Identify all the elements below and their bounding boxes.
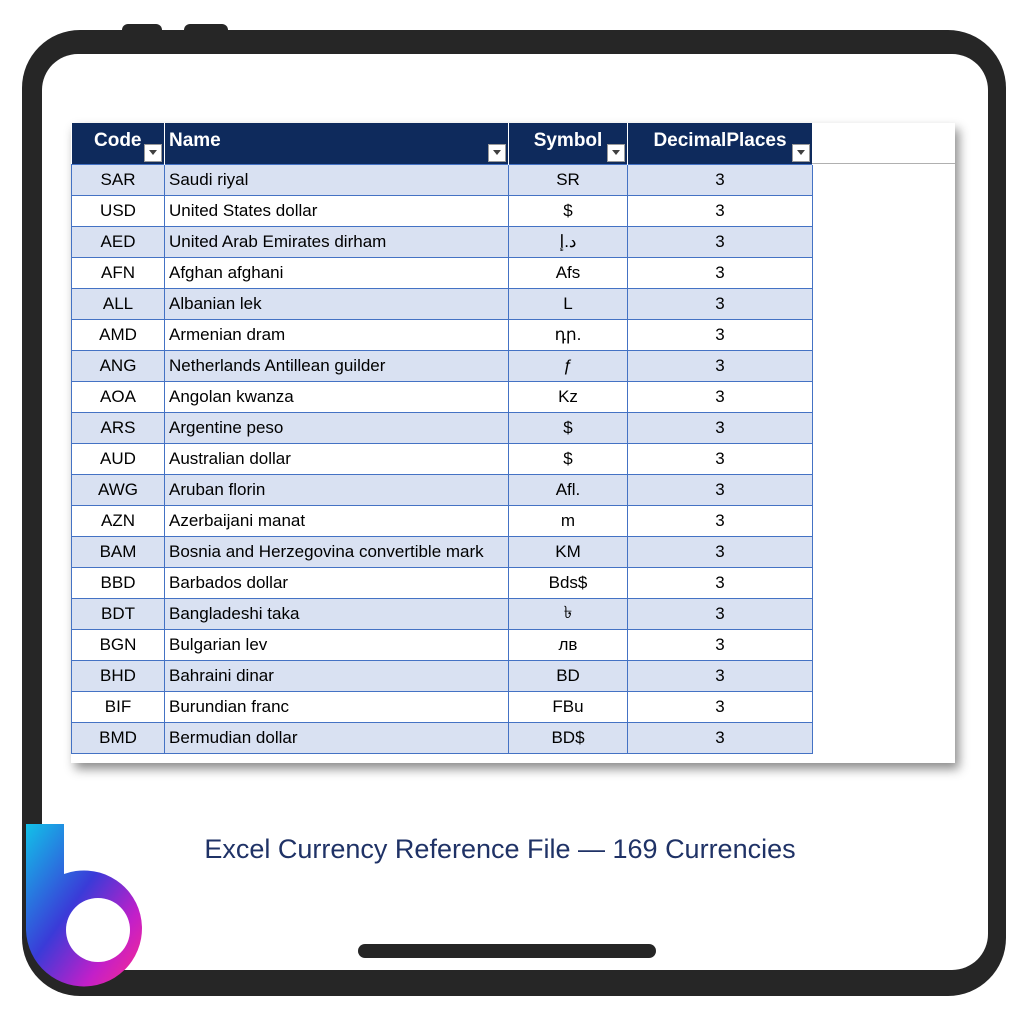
cell-code[interactable]: BHD	[72, 660, 165, 691]
cell-symbol[interactable]: Afl.	[509, 474, 628, 505]
cell-code[interactable]: BAM	[72, 536, 165, 567]
empty-header-area	[812, 123, 955, 164]
cell-code[interactable]: AZN	[72, 505, 165, 536]
chevron-down-icon	[797, 150, 805, 155]
cell-decimal-places[interactable]: 3	[628, 319, 813, 350]
cell-decimal-places[interactable]: 3	[628, 257, 813, 288]
cell-name[interactable]: Aruban florin	[165, 474, 509, 505]
filter-dropdown-button[interactable]	[607, 144, 625, 162]
cell-name[interactable]: Bosnia and Herzegovina convertible mark	[165, 536, 509, 567]
cell-symbol[interactable]: SR	[509, 164, 628, 195]
table-row	[72, 164, 813, 195]
cell-name[interactable]: Barbados dollar	[165, 567, 509, 598]
cell-name[interactable]: United States dollar	[165, 195, 509, 226]
cell-code[interactable]: AMD	[72, 319, 165, 350]
cell-decimal-places[interactable]: 3	[628, 412, 813, 443]
column-header-name[interactable]	[165, 123, 509, 164]
cell-decimal-places[interactable]: 3	[628, 722, 813, 753]
cell-code[interactable]: ALL	[72, 288, 165, 319]
cell-decimal-places[interactable]: 3	[628, 164, 813, 195]
cell-code[interactable]: SAR	[72, 164, 165, 195]
device-side-button	[122, 24, 162, 38]
header-label: DecimalPlaces	[653, 130, 787, 152]
home-indicator	[358, 944, 656, 958]
filter-dropdown-button[interactable]	[488, 144, 506, 162]
table-row	[72, 350, 813, 381]
cell-code[interactable]: BDT	[72, 598, 165, 629]
header-label: Symbol	[533, 130, 603, 152]
table-row	[72, 412, 813, 443]
cell-symbol[interactable]: د.إ	[509, 226, 628, 257]
cell-name[interactable]: Australian dollar	[165, 443, 509, 474]
column-header-symbol[interactable]	[509, 123, 628, 164]
table-row	[72, 381, 813, 412]
table-row	[72, 474, 813, 505]
table-row	[72, 505, 813, 536]
cell-symbol[interactable]: Bds$	[509, 567, 628, 598]
cell-code[interactable]: ANG	[72, 350, 165, 381]
cell-code[interactable]: BBD	[72, 567, 165, 598]
cell-decimal-places[interactable]: 3	[628, 381, 813, 412]
cell-symbol[interactable]: $	[509, 195, 628, 226]
cell-name[interactable]: Bermudian dollar	[165, 722, 509, 753]
cell-name[interactable]: Burundian franc	[165, 691, 509, 722]
cell-symbol[interactable]: Kz	[509, 381, 628, 412]
cell-decimal-places[interactable]: 3	[628, 474, 813, 505]
table-row	[72, 443, 813, 474]
cell-symbol[interactable]: FBu	[509, 691, 628, 722]
table-row	[72, 257, 813, 288]
cell-decimal-places[interactable]: 3	[628, 629, 813, 660]
cell-code[interactable]: AOA	[72, 381, 165, 412]
table-row	[72, 319, 813, 350]
cell-code[interactable]: BIF	[72, 691, 165, 722]
table-row	[72, 722, 813, 753]
cell-name[interactable]: Azerbaijani manat	[165, 505, 509, 536]
cell-decimal-places[interactable]: 3	[628, 195, 813, 226]
cell-symbol[interactable]: лв	[509, 629, 628, 660]
cell-decimal-places[interactable]: 3	[628, 226, 813, 257]
cell-symbol[interactable]: m	[509, 505, 628, 536]
table-row	[72, 195, 813, 226]
cell-name[interactable]: Angolan kwanza	[165, 381, 509, 412]
chevron-down-icon	[493, 150, 501, 155]
cell-name[interactable]: Bahraini dinar	[165, 660, 509, 691]
cell-decimal-places[interactable]: 3	[628, 536, 813, 567]
cell-name[interactable]: Saudi riyal	[165, 164, 509, 195]
spreadsheet	[71, 123, 955, 763]
cell-name[interactable]: United Arab Emirates dirham	[165, 226, 509, 257]
cell-name[interactable]: Argentine peso	[165, 412, 509, 443]
column-header-code[interactable]	[72, 123, 165, 164]
header-label: Name	[169, 130, 221, 152]
cell-code[interactable]: BGN	[72, 629, 165, 660]
cell-symbol[interactable]: ƒ	[509, 350, 628, 381]
cell-decimal-places[interactable]: 3	[628, 567, 813, 598]
cell-decimal-places[interactable]: 3	[628, 660, 813, 691]
device-side-button	[184, 24, 228, 38]
caption: Excel Currency Reference File — 169 Currencies	[204, 834, 796, 864]
cell-symbol[interactable]: L	[509, 288, 628, 319]
cell-code[interactable]: BMD	[72, 722, 165, 753]
chevron-down-icon	[612, 150, 620, 155]
cell-symbol[interactable]: ৳	[509, 598, 628, 629]
chevron-down-icon	[149, 150, 157, 155]
cell-name[interactable]: Armenian dram	[165, 319, 509, 350]
column-header-decimal-places[interactable]	[628, 123, 813, 164]
cell-name[interactable]: Bangladeshi taka	[165, 598, 509, 629]
table-row	[72, 629, 813, 660]
cell-code[interactable]: AWG	[72, 474, 165, 505]
brand-logo-icon	[24, 822, 146, 990]
cell-code[interactable]: AFN	[72, 257, 165, 288]
table-row	[72, 567, 813, 598]
cell-symbol[interactable]: KM	[509, 536, 628, 567]
cell-code[interactable]: AUD	[72, 443, 165, 474]
table-row	[72, 691, 813, 722]
currency-table	[71, 123, 813, 754]
cell-decimal-places[interactable]: 3	[628, 598, 813, 629]
cell-name[interactable]: Bulgarian lev	[165, 629, 509, 660]
cell-code[interactable]: ARS	[72, 412, 165, 443]
table-row	[72, 536, 813, 567]
cell-decimal-places[interactable]: 3	[628, 505, 813, 536]
table-row	[72, 598, 813, 629]
cell-name[interactable]: Afghan afghani	[165, 257, 509, 288]
cell-code[interactable]: AED	[72, 226, 165, 257]
cell-symbol[interactable]: դր.	[509, 319, 628, 350]
cell-symbol[interactable]: $	[509, 443, 628, 474]
table-row	[72, 660, 813, 691]
cell-name[interactable]: Albanian lek	[165, 288, 509, 319]
cell-symbol[interactable]: BD$	[509, 722, 628, 753]
cell-name[interactable]: Netherlands Antillean guilder	[165, 350, 509, 381]
cell-decimal-places[interactable]: 3	[628, 691, 813, 722]
cell-decimal-places[interactable]: 3	[628, 288, 813, 319]
cell-symbol[interactable]: BD	[509, 660, 628, 691]
table-row	[72, 226, 813, 257]
filter-dropdown-button[interactable]	[792, 144, 810, 162]
cell-code[interactable]: USD	[72, 195, 165, 226]
cell-decimal-places[interactable]: 3	[628, 443, 813, 474]
cell-symbol[interactable]: Afs	[509, 257, 628, 288]
filter-dropdown-button[interactable]	[144, 144, 162, 162]
cell-symbol[interactable]: $	[509, 412, 628, 443]
table-row	[72, 288, 813, 319]
cell-decimal-places[interactable]: 3	[628, 350, 813, 381]
header-label: Code	[94, 130, 142, 152]
header-row	[72, 123, 813, 164]
